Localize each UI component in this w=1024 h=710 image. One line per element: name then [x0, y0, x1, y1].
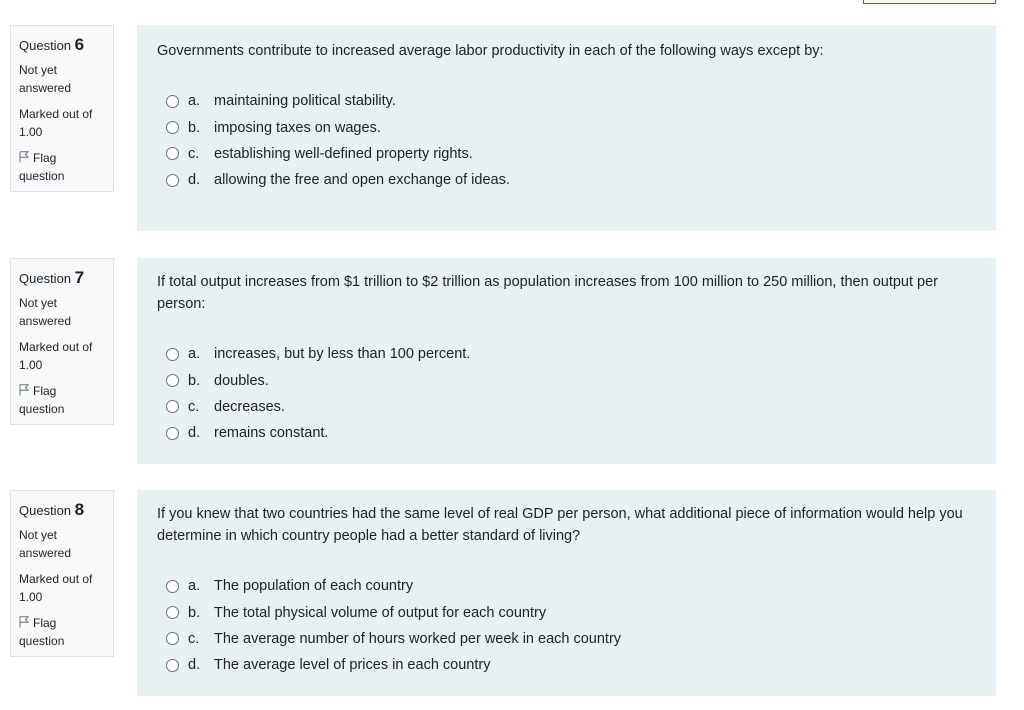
question-state: Not yet answered	[19, 63, 72, 95]
flag-question-link[interactable]: Flag question	[19, 616, 65, 648]
answer-option[interactable]: a. The population of each country	[157, 573, 976, 599]
radio-button[interactable]	[166, 400, 179, 413]
question-content	[137, 258, 996, 464]
radio-button[interactable]	[166, 580, 179, 593]
question-number: Question 6	[19, 35, 85, 54]
radio-button[interactable]	[166, 427, 179, 440]
radio-button[interactable]	[166, 632, 179, 645]
question-content	[137, 490, 996, 696]
question-text: Governments contribute to increased average labor productivity in each of the following ways except by:	[157, 43, 824, 59]
radio-button[interactable]	[166, 174, 179, 187]
flag-icon	[19, 151, 29, 163]
answer-option[interactable]: d. allowing the free and open exchange of ideas.	[157, 167, 976, 193]
question-grade: Marked out of 1.00	[19, 340, 93, 372]
answer-option[interactable]: c. The average number of hours worked per week in each country	[157, 626, 976, 652]
answer-option[interactable]: d. The average level of prices in each country	[157, 652, 976, 678]
radio-button[interactable]	[166, 348, 179, 361]
answer-list	[157, 341, 976, 447]
radio-button[interactable]	[166, 121, 179, 134]
flag-question-link[interactable]: Flag question	[19, 384, 65, 416]
question-grade: Marked out of 1.00	[19, 107, 93, 139]
radio-button[interactable]	[166, 95, 179, 108]
question-state: Not yet answered	[19, 528, 72, 560]
answer-option[interactable]: c. establishing well-defined property rights.	[157, 141, 976, 167]
top-box-edge	[863, 0, 996, 4]
question-content	[137, 25, 996, 231]
radio-button[interactable]	[166, 606, 179, 619]
answer-option[interactable]: d. remains constant.	[157, 420, 976, 446]
radio-button[interactable]	[166, 659, 179, 672]
radio-button[interactable]	[166, 147, 179, 160]
flag-icon	[19, 616, 29, 628]
flag-question-link[interactable]: Flag question	[19, 151, 65, 183]
answer-option[interactable]: a. increases, but by less than 100 percent.	[157, 341, 976, 367]
radio-button[interactable]	[166, 374, 179, 387]
flag-icon	[19, 384, 29, 396]
question-info	[10, 490, 114, 657]
answer-list	[157, 573, 976, 679]
question-text: If you knew that two countries had the same level of real GDP per person, what additional piece of information would help you determine in which country people had a better standard of living?	[157, 506, 963, 544]
answer-option[interactable]: c. decreases.	[157, 394, 976, 420]
question-info	[10, 25, 114, 192]
answer-option[interactable]: b. doubles.	[157, 367, 976, 393]
answer-list	[157, 88, 976, 194]
answer-option[interactable]: b. imposing taxes on wages.	[157, 114, 976, 140]
question-text: If total output increases from $1 trillion to $2 trillion as population increases from 100 million to 250 million, then output per person:	[157, 274, 939, 312]
question-state: Not yet answered	[19, 296, 72, 328]
answer-option[interactable]: b. The total physical volume of output for each country	[157, 599, 976, 625]
question-grade: Marked out of 1.00	[19, 572, 93, 604]
question-number: Question 7	[19, 268, 85, 287]
question-number: Question 8	[19, 500, 85, 519]
question-info	[10, 258, 114, 425]
answer-option[interactable]: a. maintaining political stability.	[157, 88, 976, 114]
